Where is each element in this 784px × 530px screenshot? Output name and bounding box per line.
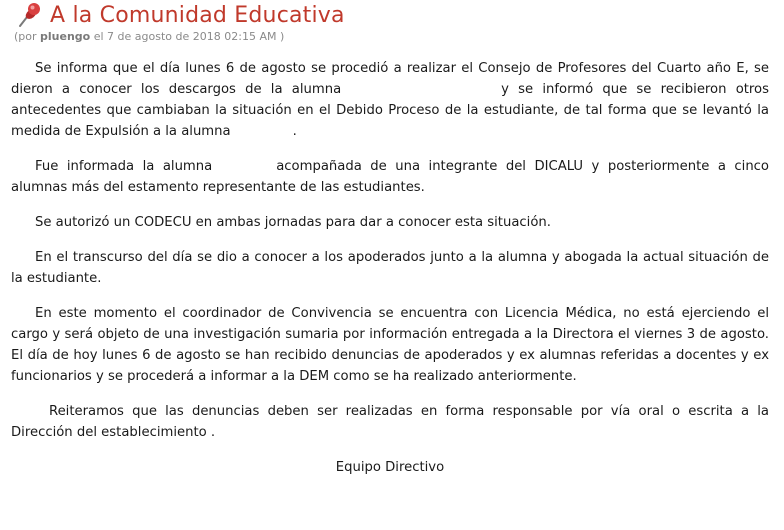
paragraph-6: Reiteramos que las denuncias deben ser realizadas en forma responsable por vía oral o escrita a la Dirección del establecimiento .	[11, 404, 769, 440]
post-title[interactable]: A la Comunidad Educativa	[50, 2, 345, 28]
paragraph-1-part-b: y se informó que se recibieron otros antecedentes que cambiaban la situación en el Debido Proceso de la estudiante, de tal forma que se levantó la medida de Expulsión a la alumna	[11, 82, 770, 139]
paragraph-4: En el transcurso del día se dio a conocer a los apoderados junto a la alumna y abogada la actual situación de la estudiante.	[11, 250, 769, 286]
paragraph-5: En este momento el coordinador de Convivencia se encuentra con Licencia Médica, no está ejerciendo el cargo y será objeto de una investigación sumaria por información entregada a la Directora el viernes 3 de agosto. El día de hoy lunes 6 de agosto se han recibido denuncias de apoderados y ex alumnas referidas a docentes y ex funcionarios y se procederá a informar a la DEM como se ha realizado anteriormente.	[11, 306, 769, 384]
meta-suffix: )	[279, 30, 285, 43]
paragraph-2	[11, 156, 769, 198]
paragraph-2-part-a: Fue informada la alumna	[35, 159, 213, 174]
paragraph-3: Se autorizó un CODECU en ambas jornadas para dar a conocer esta situación.	[35, 215, 551, 230]
post-author[interactable]: pluengo	[40, 30, 91, 43]
signoff: Equipo Directivo	[335, 460, 445, 475]
post-date: el 7 de agosto de 2018 02:15 AM	[93, 30, 277, 43]
post-meta	[14, 30, 284, 43]
pushpin-icon	[14, 2, 42, 28]
meta-prefix: (por	[14, 30, 37, 43]
paragraph-2-part-b: acompañada de una integrante del DICALU y posteriormente a cinco alumnas más del estamento representante de las estudiantes.	[11, 159, 769, 195]
post-body	[11, 58, 769, 492]
paragraph-1-part-c: .	[292, 124, 297, 139]
paragraph-1	[11, 58, 769, 142]
paragraph-1-part-a: Se informa que el día lunes 6 de agosto se procedió a realizar el Consejo de Profesores del Cuarto año E, se dieron a conocer los descargos de la alumna	[11, 61, 769, 97]
post-header	[14, 0, 345, 30]
